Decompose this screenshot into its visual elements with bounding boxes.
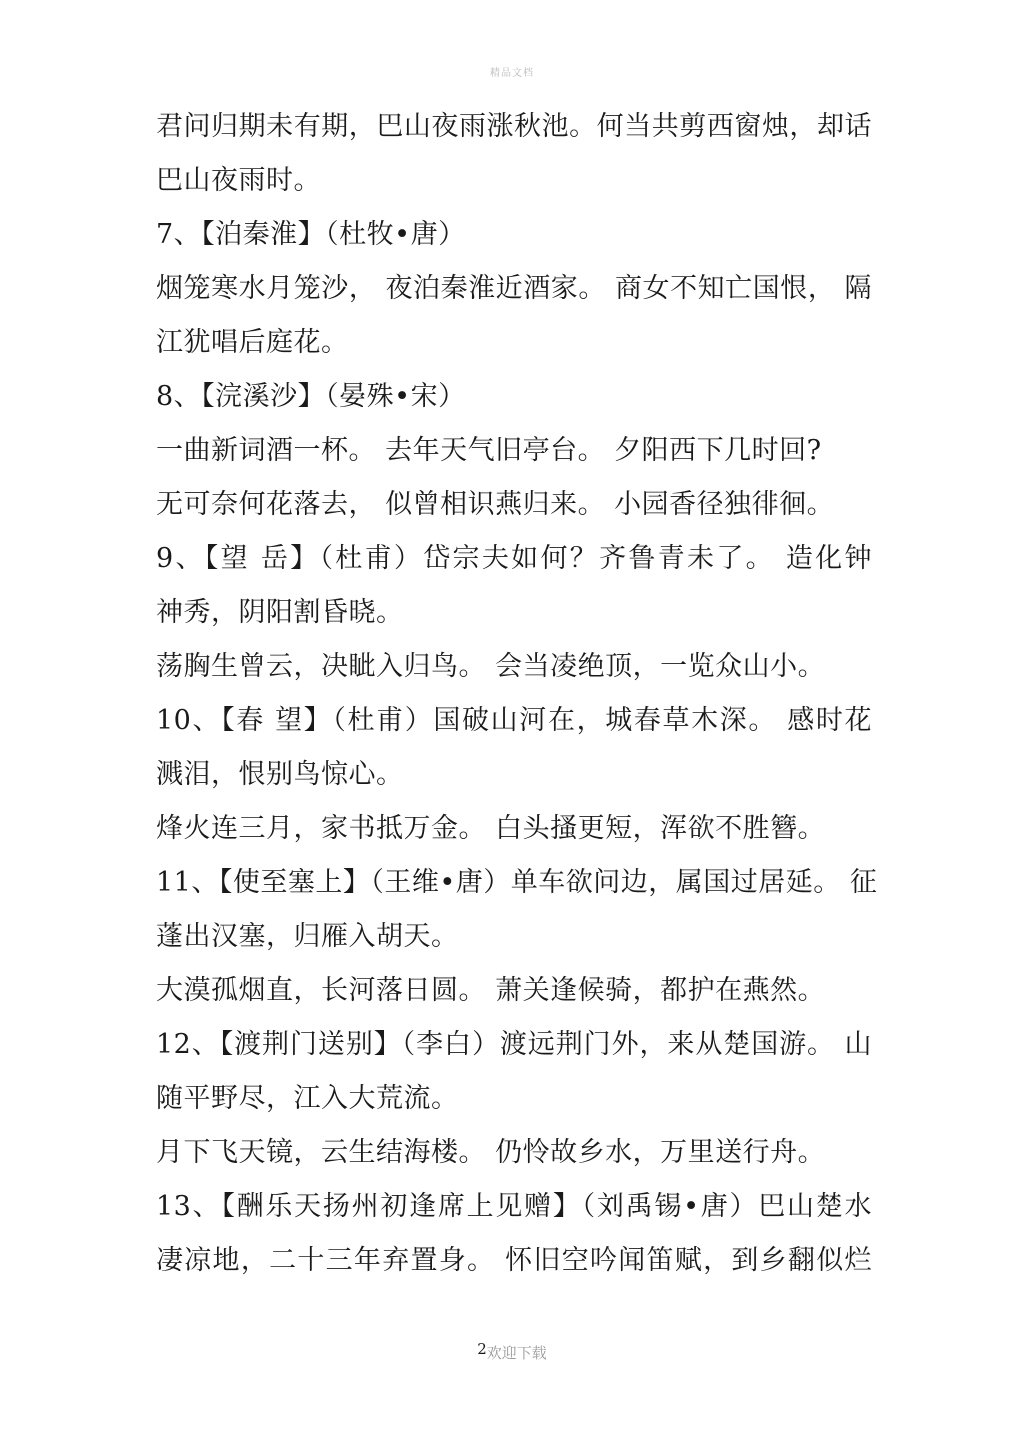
header-watermark: 精品文档 [490,68,534,79]
poem-heading: 11、【使至塞上】（王维•唐）单车欲问边，属国过居延。 征 [156,867,878,898]
text-line: 巴山夜雨时。 [156,165,321,196]
text-line: 蓬出汉塞，归雁入胡天。 [156,921,459,952]
text-line: 江犹唱后庭花。 [156,327,349,358]
text-line: 随平野尽，江入大荒流。 [156,1083,459,1114]
text-line: 一曲新词酒一杯。 去年天气旧亭台。 夕阳西下几时回? [156,435,822,466]
text-line: 溅泪，恨别鸟惊心。 [156,759,404,790]
text-line: 月下飞天镜，云生结海楼。 仍怜故乡水，万里送行舟。 [156,1137,826,1168]
poem-heading: 7、【泊秦淮】（杜牧•唐） [156,219,466,250]
poem-heading: 9、【望 岳】（杜甫）岱宗夫如何？齐鲁青未了。 造化钟 [156,543,872,574]
page-footer [0,1340,1024,1363]
poem-heading: 8、【浣溪沙】（晏殊•宋） [156,381,466,412]
poem-heading: 12、【渡荆门送别】（李白）渡远荆门外，来从楚国游。 山 [156,1029,872,1060]
poem-heading: 13、【酬乐天扬州初逢席上见赠】（刘禹锡•唐）巴山楚水 [156,1191,872,1222]
poem-content [156,100,878,1288]
text-line: 大漠孤烟直，长河落日圆。 萧关逢候骑，都护在燕然。 [156,975,826,1006]
footer-text: 欢迎下载 [486,1344,547,1362]
text-line: 凄凉地，二十三年弃置身。 怀旧空吟闻笛赋，到乡翻似烂 [156,1245,872,1276]
text-line: 君问归期未有期，巴山夜雨涨秋池。何当共剪西窗烛，却话 [156,111,872,142]
text-line: 神秀，阴阳割昏晓。 [156,597,404,628]
page-number: 2 [477,1340,487,1358]
text-line: 无可奈何花落去， 似曾相识燕归来。 小园香径独徘徊。 [156,489,835,520]
poem-heading: 10、【春 望】（杜甫）国破山河在，城春草木深。 感时花 [156,705,872,736]
text-line: 荡胸生曾云，决眦入归鸟。 会当凌绝顶，一览众山小。 [156,651,826,682]
text-line: 烽火连三月，家书抵万金。 白头搔更短，浑欲不胜簪。 [156,813,826,844]
text-line: 烟笼寒水月笼沙， 夜泊秦淮近酒家。 商女不知亡国恨， 隔 [156,273,872,304]
